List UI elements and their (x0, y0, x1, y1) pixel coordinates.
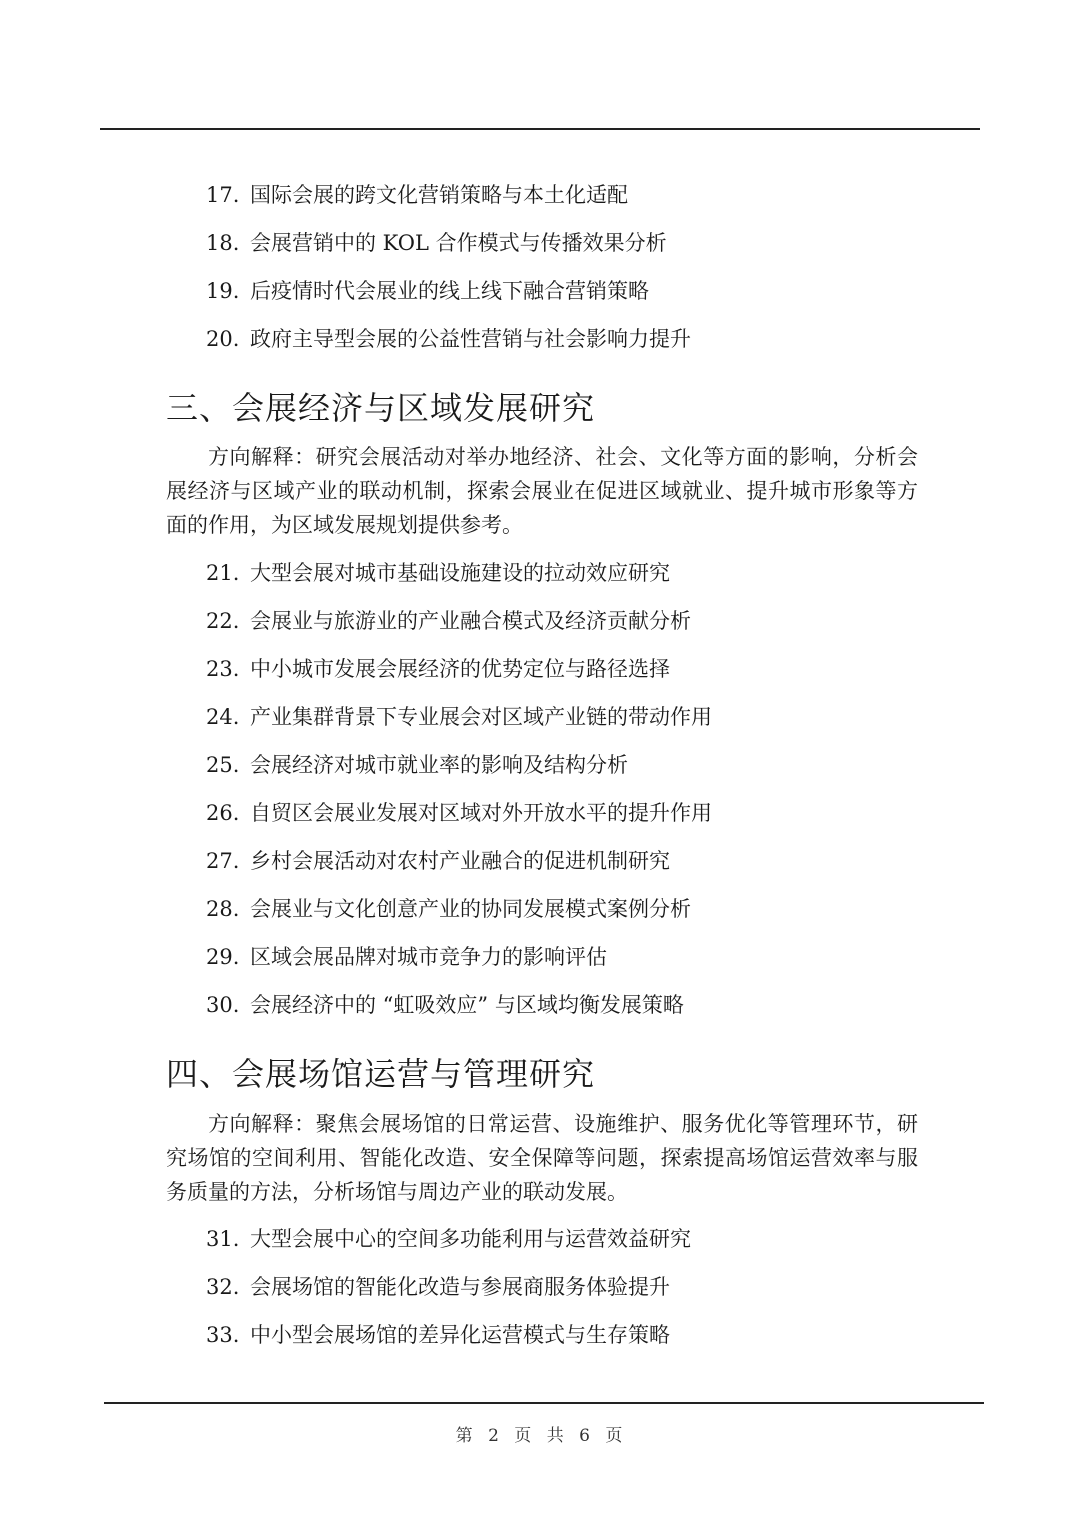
item-number: 25. (206, 753, 240, 777)
item-text: 区域会展品牌对城市竞争力的影响评估 (250, 945, 607, 969)
item-number: 19. (206, 279, 240, 303)
item-number: 30. (206, 993, 240, 1017)
item-text: 会展经济中的 “虹吸效应” 与区域均衡发展策略 (250, 993, 684, 1017)
item-text: 自贸区会展业发展对区域对外开放水平的提升作用 (250, 801, 712, 825)
item-text: 产业集群背景下专业展会对区域产业链的带动作用 (250, 705, 712, 729)
list-item (206, 654, 670, 684)
list-item (206, 558, 670, 588)
list-item (206, 894, 691, 924)
item-text: 会展经济对城市就业率的影响及结构分析 (250, 753, 628, 777)
list-item (206, 228, 667, 258)
item-text: 会展场馆的智能化改造与参展商服务体验提升 (250, 1275, 670, 1299)
item-number: 28. (206, 897, 240, 921)
item-number: 27. (206, 849, 240, 873)
list-item (206, 1272, 670, 1302)
item-text: 会展营销中的 KOL 合作模式与传播效果分析 (250, 231, 667, 255)
list-item (206, 324, 691, 354)
section-explanation: 方向解释：聚焦会展场馆的日常运营、设施维护、服务优化等管理环节，研究场馆的空间利用、智能化改造、安全保障等问题，探索提高场馆运营效率与服务质量的方法，分析场馆与周边产业的联动发展。 (166, 1112, 918, 1204)
list-item (206, 1224, 691, 1254)
item-number: 18. (206, 231, 240, 255)
list-item (206, 276, 649, 306)
header-rule (100, 128, 980, 130)
item-text: 国际会展的跨文化营销策略与本土化适配 (250, 183, 628, 207)
item-number: 20. (206, 327, 240, 351)
list-item (206, 798, 712, 828)
item-text: 中小型会展场馆的差异化运营模式与生存策略 (250, 1323, 670, 1347)
item-number: 32. (206, 1275, 240, 1299)
item-number: 17. (206, 183, 240, 207)
item-text: 大型会展对城市基础设施建设的拉动效应研究 (250, 561, 670, 585)
list-item (206, 750, 628, 780)
list-item (206, 1320, 670, 1350)
item-number: 24. (206, 705, 240, 729)
list-item (206, 606, 691, 636)
item-number: 22. (206, 609, 240, 633)
item-text: 中小城市发展会展经济的优势定位与路径选择 (250, 657, 670, 681)
section-heading: 四、会展场馆运营与管理研究 (166, 1055, 596, 1093)
footer-rule (104, 1402, 984, 1404)
list-item (206, 702, 712, 732)
item-text: 会展业与旅游业的产业融合模式及经济贡献分析 (250, 609, 691, 633)
item-text: 乡村会展活动对农村产业融合的促进机制研究 (250, 849, 670, 873)
item-text: 政府主导型会展的公益性营销与社会影响力提升 (250, 327, 691, 351)
list-item (206, 990, 684, 1020)
page-number: 第 2 页 共 6 页 (455, 1426, 625, 1446)
item-number: 23. (206, 657, 240, 681)
item-number: 31. (206, 1227, 240, 1251)
item-number: 26. (206, 801, 240, 825)
list-item (206, 846, 670, 876)
item-text: 会展业与文化创意产业的协同发展模式案例分析 (250, 897, 691, 921)
item-text: 大型会展中心的空间多功能利用与运营效益研究 (250, 1227, 691, 1251)
list-item (206, 180, 628, 210)
item-text: 后疫情时代会展业的线上线下融合营销策略 (250, 279, 649, 303)
section-explanation: 方向解释：研究会展活动对举办地经济、社会、文化等方面的影响，分析会展经济与区域产业的联动机制，探索会展业在促进区域就业、提升城市形象等方面的作用，为区域发展规划提供参考。 (166, 445, 918, 537)
item-number: 29. (206, 945, 240, 969)
list-item (206, 942, 607, 972)
item-number: 21. (206, 561, 240, 585)
section-heading: 三、会展经济与区域发展研究 (166, 389, 596, 427)
item-number: 33. (206, 1323, 240, 1347)
